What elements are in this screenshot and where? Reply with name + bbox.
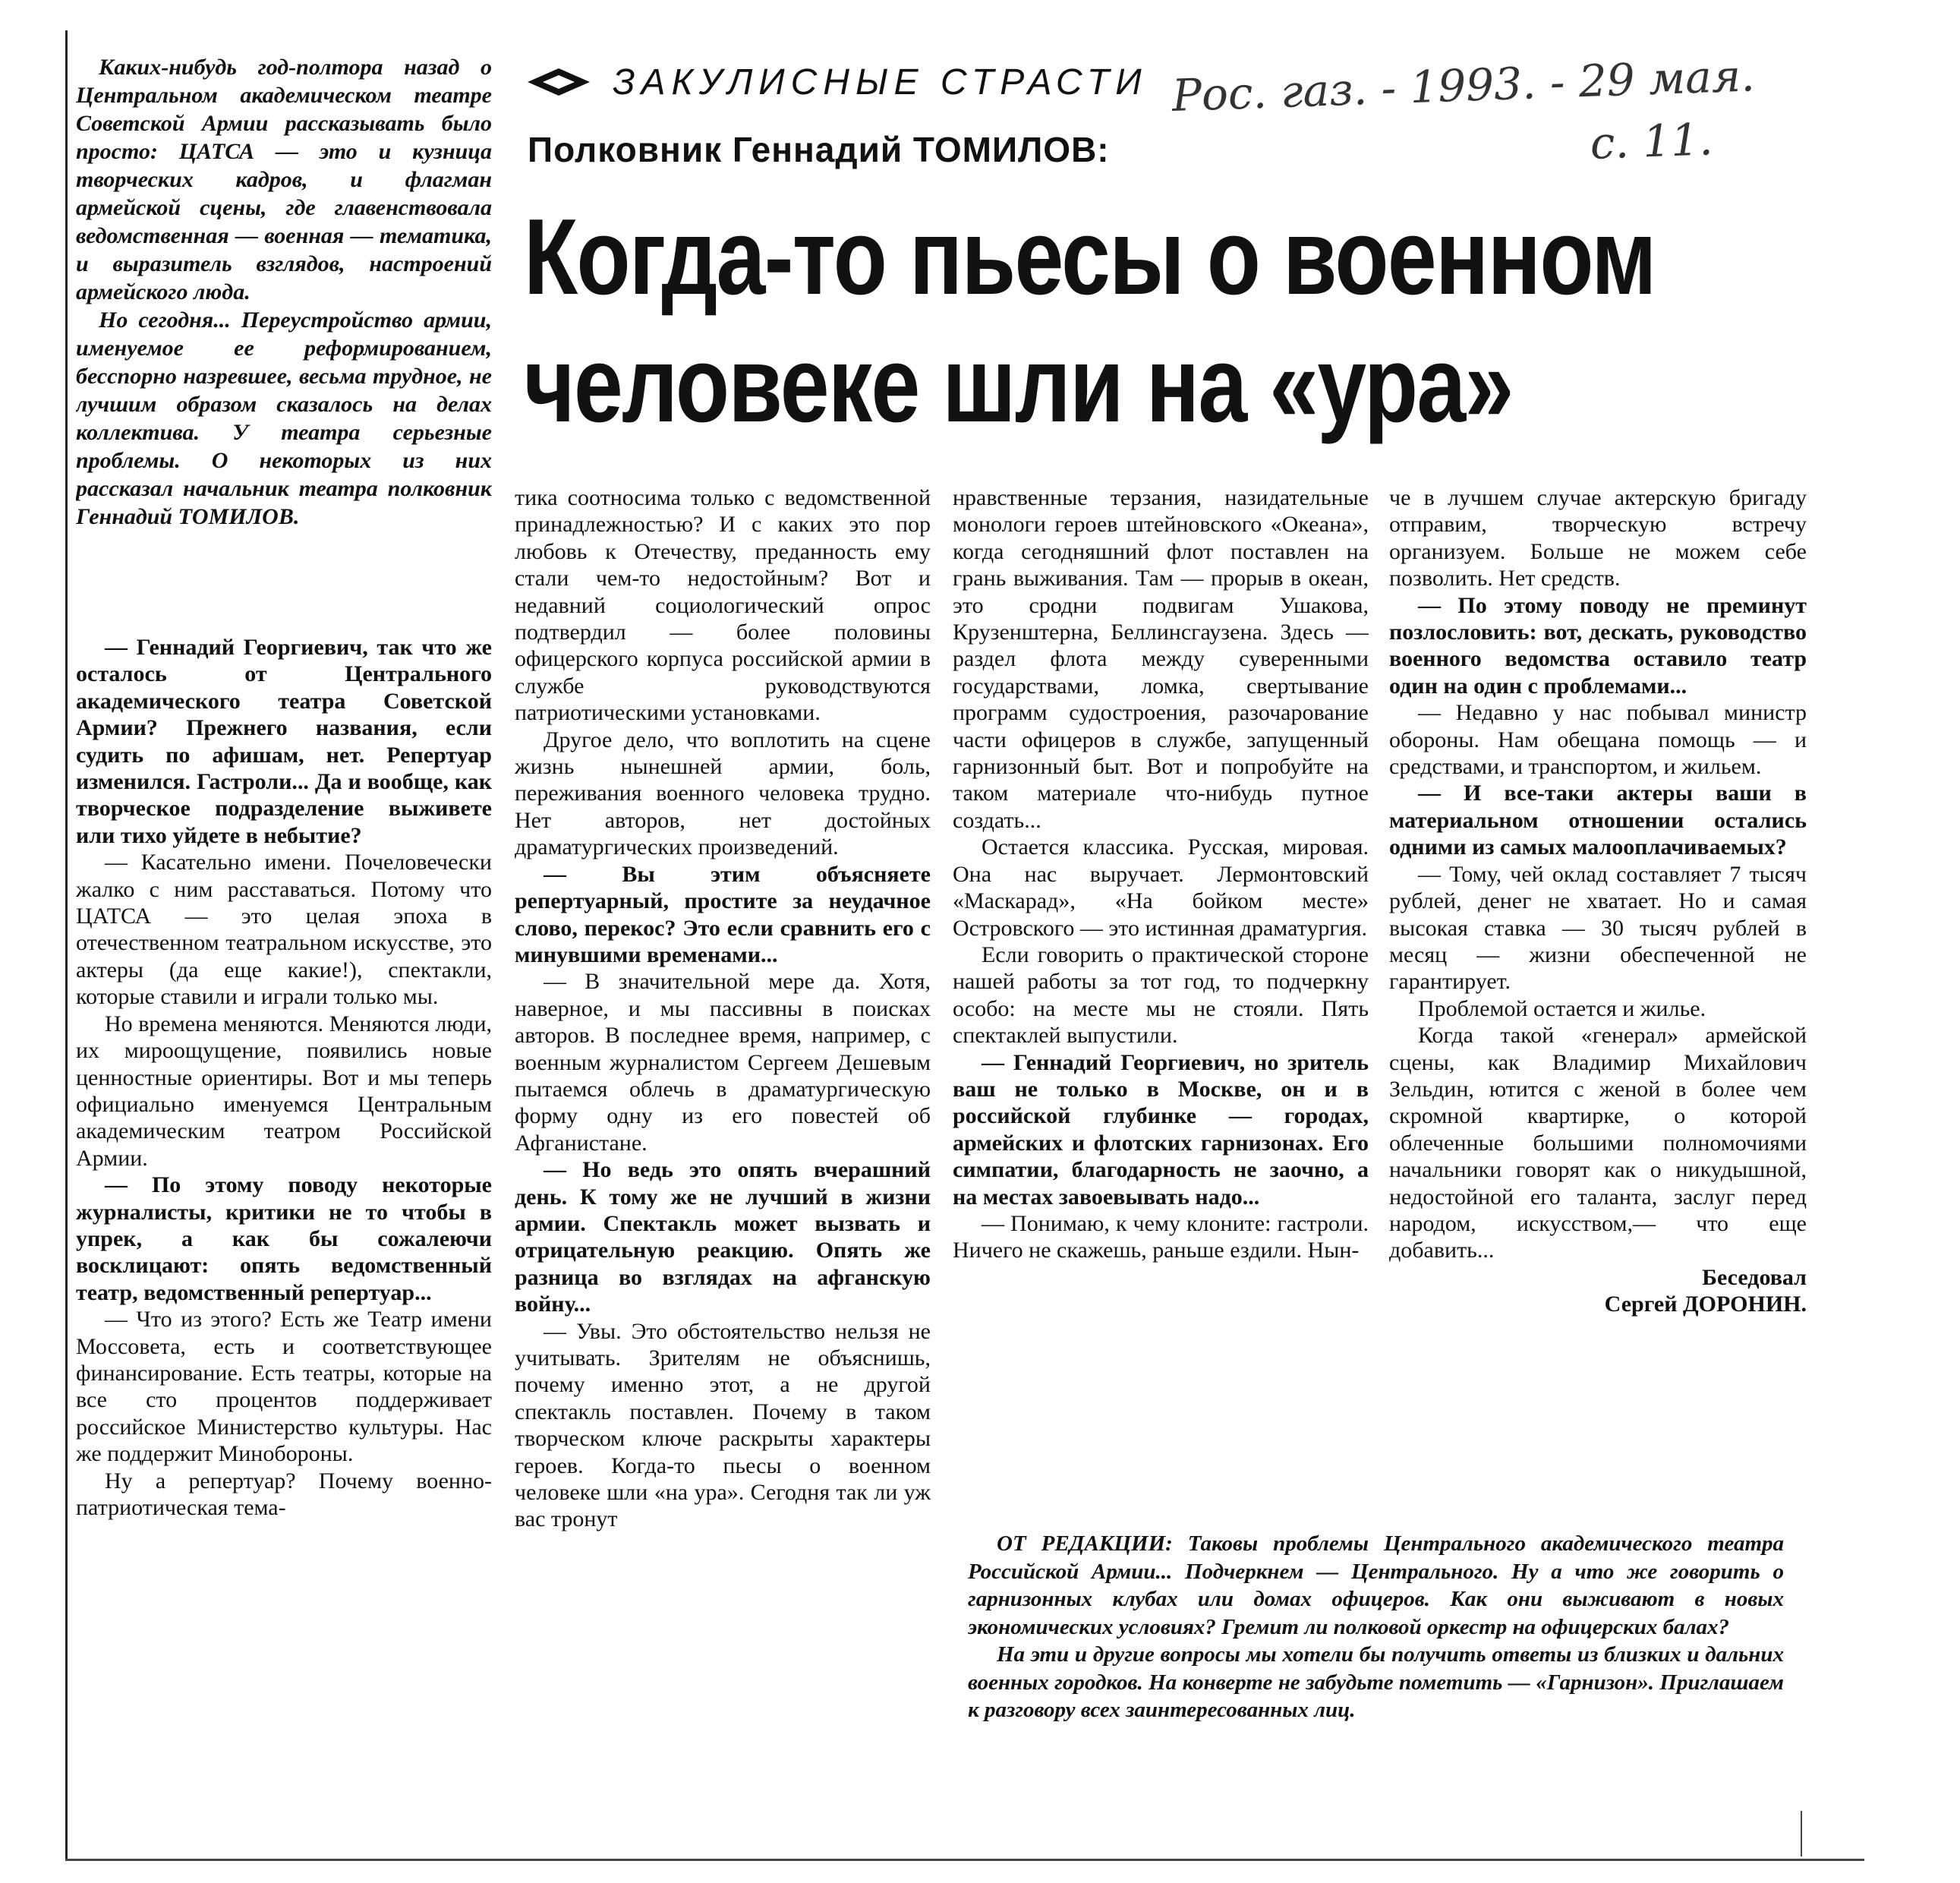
answer-paragraph: Проблемой остается и жилье.: [1418, 995, 1706, 1021]
editorial-paragraph-1: [968, 1530, 1784, 1641]
answer-paragraph: Но времена меняются. Меняются люди, их мироощущение, появились новые ценностные ориентиры. Вот и мы теперь официально именуемся Центральным академическим театром Российской Армии.: [76, 1011, 492, 1171]
headline-line-2: человеке шли на «ура»: [524, 324, 1513, 445]
answer-paragraph: Если говорить о практической стороне нашей работы за тот год, то подчеркну особо: на месте мы не стояли. Пять спектаклей выпустили.: [953, 942, 1369, 1049]
rubric-title: ЗАКУЛИСНЫЕ СТРАСТИ: [613, 62, 1148, 103]
editorial-note: [968, 1530, 1784, 1818]
handwritten-line-2: с. 11.: [1589, 113, 1714, 169]
answer-paragraph: Другое дело, что воплотить на сцене жизнь нынешней армии, боль, переживания военного человека трудно. Нет авторов, нет достойных драматургических произведений.: [515, 727, 931, 860]
answer-paragraph: — Увы. Это обстоятельство нельзя не учитывать. Зрителям не объяснишь, почему именно этот, а не другой спектакль поставлен. Почему в таком творческом ключе раскрыты характеры героев. Когда-то пьесы о военном человеке шли «на ура». Сегодня так ли уж вас тронут: [515, 1318, 931, 1532]
editorial-text-1: Таковы проблемы Центрального академического театра Российской Армии... Подчеркнем — Центрального. Ну а что же говорить о гарнизонных клубах или домах офицеров. Как они выживают в новых экономических условиях? Гремит ли полковой оркестр на офицерских балах?: [968, 1531, 1784, 1639]
question-paragraph: — Но ведь это опять вчерашний день. К тому же не лучший в жизни армии. Спектакль может вызвать и отрицательную реакцию. Опять же разница во взглядах на афганскую войну...: [515, 1157, 931, 1317]
handwritten-citation: [1171, 42, 1827, 186]
answer-paragraph: — В значительной мере да. Хотя, наверное, и мы пассивны в поисках авторов. В последнее время, например, с военным журналистом Сергеем Дешевым пытаемся облечь в драматургическую форму одну из его повестей об Афганистане.: [515, 969, 931, 1156]
intro-paragraph-2: Но сегодня... Переустройство армии, именуемое ее реформированием, бесспорно назревшее, весьма трудное, не лучшим образом сказалось на делах коллектива. У театра серьезные проблемы. О некоторых из них рассказал начальник театра полковник Геннадий ТОМИЛОВ.: [76, 308, 492, 529]
continued-paragraph: тика соотносима только с ведомственной принадлежностью? И с каких это пор любовь к Отечеству, преданность ему стали чем-то недостойным? Вот и недавний социологический опрос подтвердил — более половины офицерского корпуса российской армии в службе руководствуются патриотическими установками.: [515, 485, 931, 726]
question-paragraph: — По этому поводу не преминут позлословить: вот, дескать, руководство военного ведомства оставило театр один на один с проблемами...: [1389, 592, 1807, 699]
signature-line-2: Сергей ДОРОНИН.: [1604, 1292, 1807, 1317]
diamond-ornament-icon: [528, 68, 590, 96]
editorial-paragraph-2: На эти и другие вопросы мы хотели бы получить ответы из близких и дальних военных городков. На конверте не забудьте пометить — «Гарнизон». Приглашаем к разговору всех заинтересованных лиц.: [968, 1642, 1784, 1722]
question-paragraph: — Вы этим объясняете репертуарный, простите за неудачное слово, перекос? Это если сравнить его с минувшими временами...: [515, 861, 931, 967]
intro-lead: [76, 53, 492, 611]
answer-paragraph: — Что из этого? Есть же Театр имени Моссовета, есть и соответствующее финансирование. Есть театры, которые на все сто процентов поддерживает российское Министерство культуры. Нас же поддержит Минобороны.: [76, 1307, 492, 1467]
intro-paragraph-1: Каких-нибудь год-полтора назад о Центральном академическом театре Советской Армии рассказывать было просто: ЦАТСА — это и кузница творческих кадров, и флагман армейской сцены, где главенствовала ведомственная — военная — тематика, и выразитель взглядов, настроений армейского люда.: [76, 55, 492, 304]
answer-paragraph: — Недавно у нас побывал министр обороны. Нам обещана помощь — и средствами, и транспортом, и жильем.: [1389, 700, 1807, 780]
text-column-3: [953, 484, 1369, 1502]
answer-paragraph: — Тому, чей оклад составляет 7 тысяч рублей, денег не хватает. Но и самая высокая ставка — 30 тысяч рублей в месяц — жизни обеспеченной не гарантирует.: [1389, 861, 1807, 995]
question-paragraph: — Геннадий Георгиевич, но зритель ваш не только в Москве, он и в российской глубинке — городах, армейских и флотских гарнизонах. Его симпатии, благодарность не заочно, а на местах завоевывать надо...: [953, 1049, 1369, 1210]
corner-rule: [1801, 1811, 1802, 1856]
editorial-label: ОТ РЕДАКЦИИ:: [997, 1531, 1173, 1556]
question-paragraph: — И все-таки актеры ваши в материальном отношении остались одними из самых малооплачиваемых?: [1389, 781, 1807, 860]
answer-paragraph: Когда такой «генерал» армейской сцены, как Владимир Михайлович Зельдин, ютится с женой в более чем скромной квартирке, о которой облеченные большими полномочиями начальники говорят как о никудышной, недостойной его таланта, заслуг перед народом, искусством,— что еще добавить...: [1389, 1023, 1807, 1263]
answer-paragraph: Остается классика. Русская, мировая. Она нас выручает. Лермонтовский «Маскарад», «На бойком месте» Островского — это истинная драматургия.: [953, 834, 1369, 941]
answer-paragraph: — Понимаю, к чему клоните: гастроли. Ничего не скажешь, раньше ездили. Нын-: [953, 1210, 1369, 1263]
headline-line-1: Когда-то пьесы о военном: [524, 197, 1656, 317]
answer-paragraph: — Касательно имени. Почеловечески жалко с ним расставаться. Потому что ЦАТСА — это целая эпоха в отечественном театральном искусстве, это актеры (да еще какие!), спектакли, которые ставили и играли только мы.: [76, 850, 492, 1010]
article-headline: [524, 194, 1656, 449]
continued-paragraph: че в лучшем случае актерскую бригаду отправим, творческую встречу организуем. Больше не можем себе позволить. Нет средств.: [1389, 485, 1807, 591]
left-border-rule: [65, 30, 68, 1860]
answer-paragraph: Ну а репертуар? Почему военно-патриотическая тема-: [76, 1468, 492, 1520]
bottom-border-rule: [65, 1859, 1864, 1861]
section-rubric: [528, 59, 1148, 105]
question-paragraph: — Геннадий Георгиевич, так что же осталось от Центрального академического театра Советской Армии? Прежнего названия, если судить по афишам, нет. Репертуар изменился. Гастроли... Да и вообще, как творческое подразделение выживете или тихо уйдете в небытие?: [76, 635, 492, 848]
signature-line-1: Беседовал: [1702, 1264, 1807, 1290]
text-column-4: [1389, 484, 1807, 1502]
handwritten-line-1: Рос. газ. - 1993. - 29 мая.: [1171, 49, 1756, 122]
text-column-2: [515, 484, 931, 1851]
continued-paragraph: нравственные терзания, назидательные монологи героев штейновского «Океана», когда сегодняшний флот поставлен на грань выживания. Там — прорыв в океан, это сродни подвигам Ушакова, Крузенштерна, Беллинсгаузена. Здесь — раздел флота между суверенными государствами, ломка, свертывание программ судостроения, разочарование части офицеров в службе, запущенный гарнизонный быт. Вот и попробуйте на таком материале что-нибудь путное создать...: [953, 485, 1369, 833]
article-byline: Полковник Геннадий ТОМИЛОВ:: [528, 130, 1110, 169]
question-paragraph: — По этому поводу некоторые журналисты, критики не то чтобы в упрек, а как бы сожалеючи восклицают: опять ведомственный театр, ведомственный репертуар...: [76, 1172, 492, 1305]
text-column-1: [76, 634, 492, 1849]
